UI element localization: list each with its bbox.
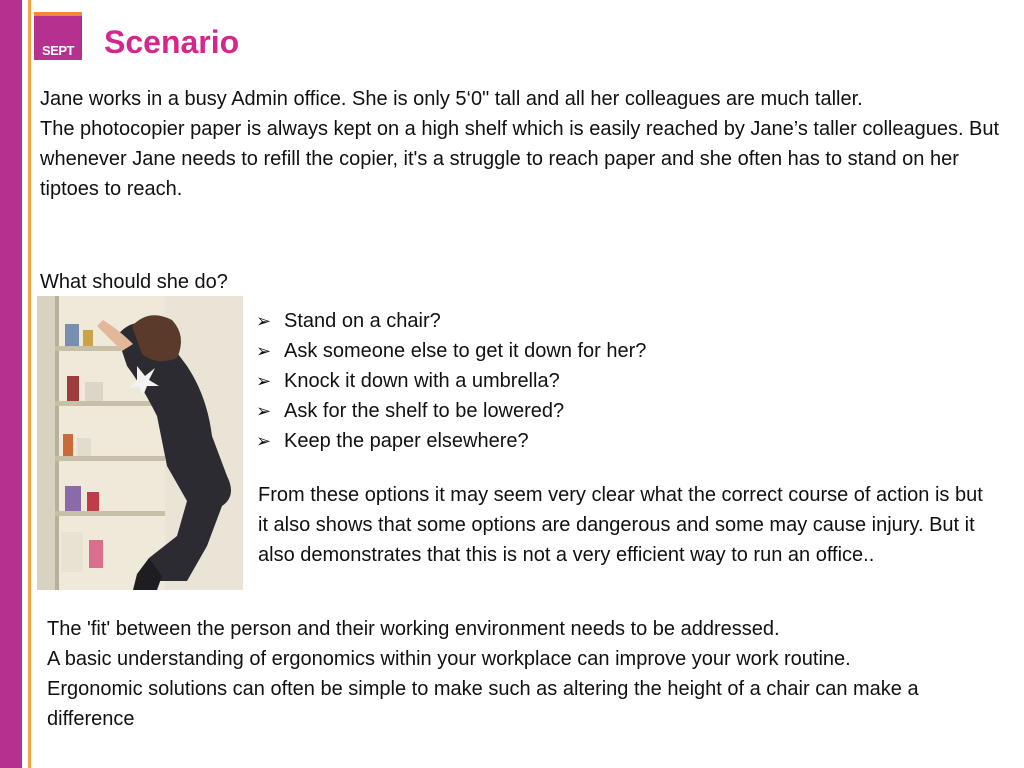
options-list — [256, 306, 646, 456]
option-text: Ask for the shelf to be lowered? — [284, 400, 565, 422]
option-text: Knock it down with a umbrella? — [284, 370, 560, 392]
left-accent-bar — [0, 0, 22, 768]
intro-paragraph — [40, 84, 1000, 204]
conclusion-line-1: The 'fit' between the person and their working environment needs to be addressed. — [47, 618, 780, 640]
conclusion-paragraph — [47, 614, 947, 734]
left-accent-line — [28, 0, 31, 768]
option-text: Ask someone else to get it down for her? — [284, 340, 647, 362]
arrowhead-bullet-icon: ➢ — [256, 311, 272, 331]
logo-text: SEPT — [42, 43, 74, 58]
arrowhead-bullet-icon: ➢ — [256, 371, 272, 391]
intro-line-2: The photocopier paper is always kept on a high shelf which is easily reached by Jane’s taller colleagues. But whenever Jane needs to refill the copier, it's a struggle to reach paper and she often has to stand on her tiptoes to reach. — [40, 118, 1000, 200]
option-item — [256, 336, 646, 366]
logo-top-stripe — [34, 12, 82, 16]
arrowhead-bullet-icon: ➢ — [256, 341, 272, 361]
option-item — [256, 396, 646, 426]
sept-logo — [34, 12, 82, 60]
option-text: Stand on a chair? — [284, 310, 441, 332]
arrowhead-bullet-icon: ➢ — [256, 401, 272, 421]
conclusion-line-2: A basic understanding of ergonomics within your workplace can improve your work routine. Ergonomic solutions can often be simple to make such as altering the height of a chair can make a difference — [47, 648, 919, 730]
page-title: Scenario — [104, 24, 240, 60]
question-text: What should she do? — [40, 271, 228, 293]
explanation-paragraph: From these options it may seem very clear what the correct course of action is but it also shows that some options are dangerous and some may cause injury. But it also demonstrates that this is not a very efficient way to run an office.. — [258, 484, 983, 566]
option-item — [256, 366, 646, 396]
option-item — [256, 426, 646, 456]
woman-reaching-shelf-photo — [37, 296, 243, 590]
arrowhead-bullet-icon: ➢ — [256, 431, 272, 451]
intro-line-1: Jane works in a busy Admin office. She is only 5‘0" tall and all her colleagues are much taller. — [40, 88, 863, 110]
option-text: Keep the paper elsewhere? — [284, 430, 529, 452]
option-item — [256, 306, 646, 336]
